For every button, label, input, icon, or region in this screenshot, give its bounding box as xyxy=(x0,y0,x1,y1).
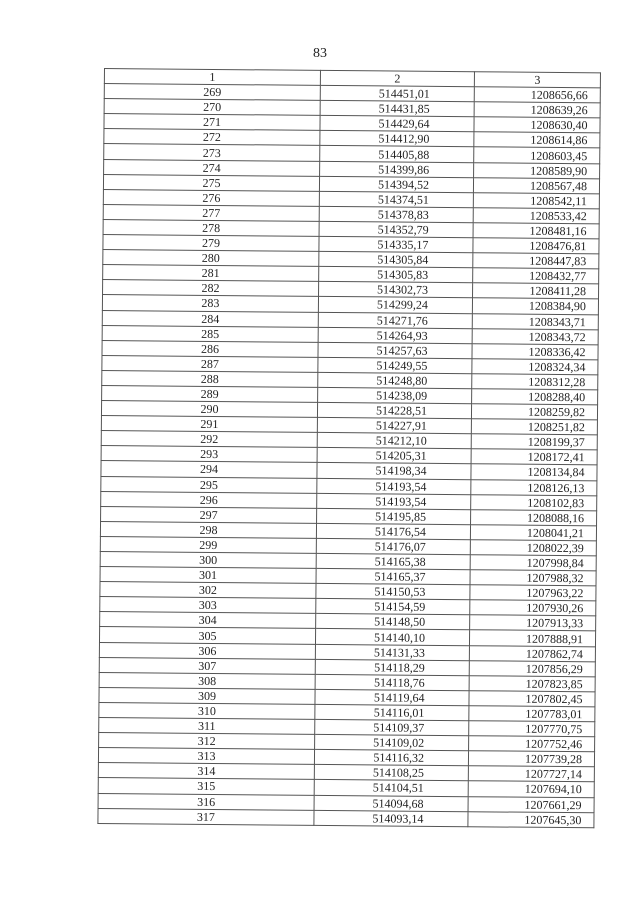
x-coordinate: 514094,68 xyxy=(314,795,468,811)
y-coordinate: 1207645,30 xyxy=(468,811,594,827)
x-coordinate: 514119,64 xyxy=(315,689,469,705)
point-number: 271 xyxy=(104,114,320,131)
x-coordinate: 514352,79 xyxy=(319,221,473,237)
x-coordinate: 514429,64 xyxy=(320,116,474,132)
point-number: 316 xyxy=(98,793,314,810)
x-coordinate: 514198,34 xyxy=(317,463,471,479)
point-number: 279 xyxy=(103,235,319,252)
x-coordinate: 514227,91 xyxy=(317,418,471,434)
point-number: 277 xyxy=(103,204,319,221)
coordinates-table-wrapper xyxy=(97,68,600,828)
point-number: 306 xyxy=(99,642,315,659)
y-coordinate: 1208432,77 xyxy=(473,268,599,284)
y-coordinate: 1207963,22 xyxy=(470,585,596,601)
x-coordinate: 514116,01 xyxy=(315,704,469,720)
y-coordinate: 1207739,28 xyxy=(468,751,594,767)
x-coordinate: 514302,73 xyxy=(319,282,473,298)
point-number: 280 xyxy=(103,250,319,267)
point-number: 276 xyxy=(103,189,319,206)
column-header-1: 1 xyxy=(104,69,320,86)
x-coordinate: 514140,10 xyxy=(315,629,469,645)
table-row xyxy=(98,808,594,827)
x-coordinate: 514228,51 xyxy=(317,402,471,418)
page-number: 83 xyxy=(313,46,327,61)
y-coordinate: 1207888,91 xyxy=(469,630,595,646)
point-number: 317 xyxy=(98,808,314,825)
y-coordinate: 1208630,40 xyxy=(474,117,600,133)
point-number: 298 xyxy=(100,521,316,538)
x-coordinate: 514116,32 xyxy=(314,750,468,766)
point-number: 283 xyxy=(102,295,318,312)
point-number: 285 xyxy=(102,325,318,342)
point-number: 269 xyxy=(104,84,320,101)
y-coordinate: 1207694,10 xyxy=(468,781,594,797)
y-coordinate: 1208134,84 xyxy=(471,464,597,480)
point-number: 274 xyxy=(104,159,320,176)
y-coordinate: 1207752,46 xyxy=(469,736,595,752)
point-number: 275 xyxy=(103,174,319,191)
point-number: 293 xyxy=(101,446,317,463)
y-coordinate: 1207770,75 xyxy=(469,721,595,737)
point-number: 273 xyxy=(104,144,320,161)
y-coordinate: 1208251,82 xyxy=(471,419,597,435)
y-coordinate: 1208567,48 xyxy=(473,177,599,193)
point-number: 310 xyxy=(99,702,315,719)
y-coordinate: 1207930,26 xyxy=(470,600,596,616)
y-coordinate: 1208614,86 xyxy=(474,132,600,148)
y-coordinate: 1207998,84 xyxy=(470,555,596,571)
x-coordinate: 514249,55 xyxy=(318,357,472,373)
x-coordinate: 514248,80 xyxy=(318,372,472,388)
y-coordinate: 1208041,21 xyxy=(470,525,596,541)
x-coordinate: 514212,10 xyxy=(317,433,471,449)
point-number: 311 xyxy=(99,718,315,735)
point-number: 270 xyxy=(104,99,320,116)
y-coordinate: 1207802,45 xyxy=(469,691,595,707)
point-number: 312 xyxy=(99,733,315,750)
y-coordinate: 1208259,82 xyxy=(471,404,597,420)
y-coordinate: 1207862,74 xyxy=(469,645,595,661)
x-coordinate: 514257,63 xyxy=(318,342,472,358)
point-number: 309 xyxy=(99,687,315,704)
y-coordinate: 1208639,26 xyxy=(474,102,600,118)
point-number: 295 xyxy=(101,476,317,493)
point-number: 286 xyxy=(102,340,318,357)
y-coordinate: 1208336,42 xyxy=(472,343,598,359)
x-coordinate: 514150,53 xyxy=(316,584,470,600)
x-coordinate: 514176,54 xyxy=(316,523,470,539)
x-coordinate: 514108,25 xyxy=(314,765,468,781)
x-coordinate: 514264,93 xyxy=(318,327,472,343)
y-coordinate: 1207727,14 xyxy=(468,766,594,782)
x-coordinate: 514305,84 xyxy=(319,252,473,268)
point-number: 296 xyxy=(101,491,317,508)
x-coordinate: 514451,01 xyxy=(320,85,474,101)
y-coordinate: 1208288,40 xyxy=(472,389,598,405)
y-coordinate: 1208481,16 xyxy=(473,223,599,239)
x-coordinate: 514374,51 xyxy=(319,191,473,207)
point-number: 314 xyxy=(98,763,314,780)
y-coordinate: 1208126,13 xyxy=(471,479,597,495)
y-coordinate: 1208589,90 xyxy=(474,162,600,178)
x-coordinate: 514431,85 xyxy=(320,101,474,117)
x-coordinate: 514154,59 xyxy=(316,599,470,615)
point-number: 297 xyxy=(101,506,317,523)
point-number: 305 xyxy=(99,627,315,644)
x-coordinate: 514271,76 xyxy=(318,312,472,328)
y-coordinate: 1208603,45 xyxy=(474,147,600,163)
y-coordinate: 1208343,71 xyxy=(472,313,598,329)
x-coordinate: 514335,17 xyxy=(319,236,473,252)
y-coordinate: 1207988,32 xyxy=(470,570,596,586)
y-coordinate: 1208542,11 xyxy=(473,192,599,208)
x-coordinate: 514405,88 xyxy=(320,146,474,162)
point-number: 294 xyxy=(101,461,317,478)
y-coordinate: 1208312,28 xyxy=(472,374,598,390)
x-coordinate: 514176,07 xyxy=(316,538,470,554)
point-number: 287 xyxy=(102,355,318,372)
coordinates-table xyxy=(97,68,601,828)
x-coordinate: 514305,83 xyxy=(319,267,473,283)
x-coordinate: 514193,54 xyxy=(317,493,471,509)
x-coordinate: 514093,14 xyxy=(314,810,468,826)
point-number: 272 xyxy=(104,129,320,146)
point-number: 302 xyxy=(100,582,316,599)
x-coordinate: 514195,85 xyxy=(317,508,471,524)
y-coordinate: 1208172,41 xyxy=(471,449,597,465)
point-number: 304 xyxy=(100,612,316,629)
x-coordinate: 514109,37 xyxy=(315,719,469,735)
point-number: 281 xyxy=(103,265,319,282)
point-number: 289 xyxy=(102,385,318,402)
point-number: 288 xyxy=(102,370,318,387)
y-coordinate: 1208102,83 xyxy=(471,494,597,510)
y-coordinate: 1207783,01 xyxy=(469,706,595,722)
y-coordinate: 1208022,39 xyxy=(470,540,596,556)
point-number: 278 xyxy=(103,219,319,236)
x-coordinate: 514104,51 xyxy=(314,780,468,796)
x-coordinate: 514412,90 xyxy=(320,131,474,147)
column-header-3: 3 xyxy=(474,72,600,88)
x-coordinate: 514238,09 xyxy=(318,387,472,403)
x-coordinate: 514394,52 xyxy=(319,176,473,192)
point-number: 299 xyxy=(100,536,316,553)
column-header-2: 2 xyxy=(320,70,474,86)
x-coordinate: 514118,76 xyxy=(315,674,469,690)
y-coordinate: 1207823,85 xyxy=(469,675,595,691)
point-number: 301 xyxy=(100,567,316,584)
point-number: 313 xyxy=(98,748,314,765)
point-number: 308 xyxy=(99,672,315,689)
point-number: 291 xyxy=(101,416,317,433)
x-coordinate: 514165,38 xyxy=(316,553,470,569)
x-coordinate: 514165,37 xyxy=(316,568,470,584)
x-coordinate: 514131,33 xyxy=(315,644,469,660)
y-coordinate: 1208324,34 xyxy=(472,359,598,375)
point-number: 300 xyxy=(100,551,316,568)
point-number: 284 xyxy=(102,310,318,327)
x-coordinate: 514378,83 xyxy=(319,206,473,222)
y-coordinate: 1207661,29 xyxy=(468,796,594,812)
y-coordinate: 1208447,83 xyxy=(473,253,599,269)
y-coordinate: 1207856,29 xyxy=(469,660,595,676)
point-number: 290 xyxy=(101,401,317,418)
x-coordinate: 514193,54 xyxy=(317,478,471,494)
x-coordinate: 514299,24 xyxy=(318,297,472,313)
y-coordinate: 1208533,42 xyxy=(473,208,599,224)
y-coordinate: 1208656,66 xyxy=(474,87,600,103)
y-coordinate: 1208343,72 xyxy=(472,328,598,344)
y-coordinate: 1208199,37 xyxy=(471,434,597,450)
point-number: 315 xyxy=(98,778,314,795)
point-number: 282 xyxy=(103,280,319,297)
point-number: 292 xyxy=(101,431,317,448)
x-coordinate: 514148,50 xyxy=(316,614,470,630)
point-number: 307 xyxy=(99,657,315,674)
x-coordinate: 514399,86 xyxy=(320,161,474,177)
x-coordinate: 514109,02 xyxy=(315,734,469,750)
y-coordinate: 1208476,81 xyxy=(473,238,599,254)
y-coordinate: 1208384,90 xyxy=(472,298,598,314)
y-coordinate: 1207913,33 xyxy=(470,615,596,631)
y-coordinate: 1208088,16 xyxy=(471,509,597,525)
y-coordinate: 1208411,28 xyxy=(473,283,599,299)
point-number: 303 xyxy=(100,597,316,614)
x-coordinate: 514205,31 xyxy=(317,448,471,464)
x-coordinate: 514118,29 xyxy=(315,659,469,675)
